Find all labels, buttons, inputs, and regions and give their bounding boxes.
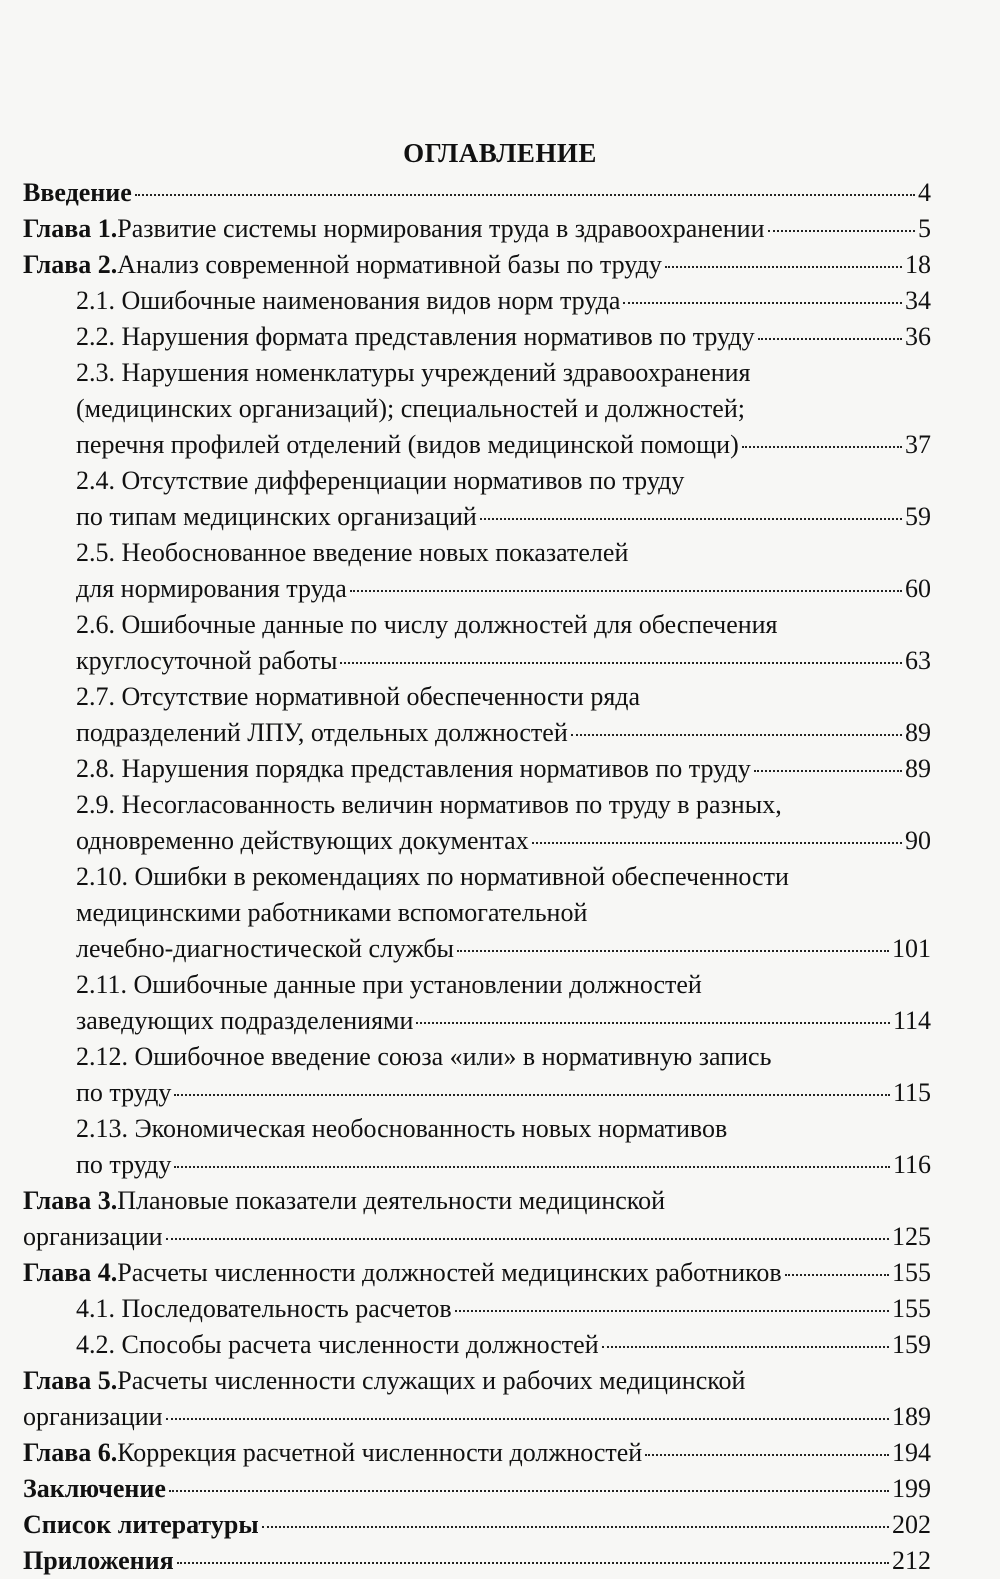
toc-entry-text: 2.7. Отсутствие нормативной обеспеченности ряда <box>76 682 641 711</box>
page-number: 37 <box>905 430 931 459</box>
toc-entry-text: 2.3. Нарушения номенклатуры учреждений здравоохранения <box>76 358 751 387</box>
page-number: 155 <box>892 1294 931 1323</box>
toc-entry <box>76 607 931 679</box>
leader-dots <box>174 1094 890 1096</box>
toc-entry-text: (медицинских организаций); специальностей и должностей; <box>76 394 745 423</box>
toc-entry-line <box>76 643 931 679</box>
toc-entry-text: заведующих подразделениями <box>76 1006 414 1035</box>
page-number: 194 <box>892 1438 931 1467</box>
toc-entry-prefix: Введение <box>23 178 132 207</box>
toc-entry-text: 2.10. Ошибки в рекомендациях по нормативной обеспеченности <box>76 862 789 891</box>
toc-entry-text: перечня профилей отделений (видов медицинской помощи) <box>76 430 739 459</box>
toc-entry-line <box>76 427 931 463</box>
leader-dots <box>480 518 902 520</box>
toc-entry <box>76 535 931 607</box>
toc-entry-line <box>76 1327 931 1363</box>
toc-entry <box>76 1291 931 1327</box>
toc-entry-text: Расчеты численности служащих и рабочих медицинской <box>117 1366 746 1395</box>
toc-entry-text: по типам медицинских организаций <box>76 502 477 531</box>
toc-entry-text: организации <box>23 1222 163 1251</box>
toc-entry-text: по труду <box>76 1078 172 1107</box>
toc-entry-line <box>76 967 931 1003</box>
page-number: 155 <box>892 1258 931 1287</box>
toc-entry-line <box>76 715 931 751</box>
toc-list <box>23 175 931 1579</box>
toc-entry-text: 2.4. Отсутствие дифференциации нормативов по труду <box>76 466 685 495</box>
toc-entry-line <box>76 463 931 499</box>
toc-entry-line <box>23 1183 931 1219</box>
leader-dots <box>623 302 902 304</box>
toc-entry-text: круглосуточной работы <box>76 646 338 675</box>
leader-dots <box>416 1022 890 1024</box>
toc-entry-text: организации <box>23 1402 163 1431</box>
leader-dots <box>768 230 916 232</box>
leader-dots <box>455 1310 889 1312</box>
page-number: 116 <box>892 1150 931 1179</box>
toc-entry-text: 2.1. Ошибочные наименования видов норм труда <box>76 286 621 315</box>
toc-entry-prefix: Глава 2. <box>23 250 118 279</box>
page-number: 159 <box>892 1330 931 1359</box>
toc-entry-text: 2.8. Нарушения порядка представления нормативов по труду <box>76 754 751 783</box>
toc-entry-line <box>23 1399 931 1435</box>
page-number: 125 <box>892 1222 931 1251</box>
page-number: 36 <box>905 322 931 351</box>
toc-entry-line <box>76 607 931 643</box>
toc-entry-prefix: Глава 6. <box>23 1438 118 1467</box>
toc-entry <box>23 247 931 283</box>
page-number: 60 <box>905 574 931 603</box>
toc-entry-line <box>76 571 931 607</box>
toc-entry-text: 2.12. Ошибочное введение союза «или» в нормативную запись <box>76 1042 772 1071</box>
toc-entry-text: по труду <box>76 1150 172 1179</box>
toc-entry-text: одновременно действующих документах <box>76 826 529 855</box>
page-title: ОГЛАВЛЕНИЕ <box>403 138 597 168</box>
page-number: 89 <box>905 718 931 747</box>
toc-entry-line <box>76 931 931 967</box>
leader-dots <box>754 770 902 772</box>
page-number: 114 <box>892 1006 931 1035</box>
toc-entry-line <box>76 535 931 571</box>
toc-entry <box>76 967 931 1039</box>
leader-dots <box>758 338 902 340</box>
toc-entry-line <box>76 1075 931 1111</box>
toc-entry-text: 2.2. Нарушения формата представления нормативов по труду <box>76 322 755 351</box>
toc-entry-line <box>76 859 931 895</box>
leader-dots <box>174 1166 890 1168</box>
page-number: 63 <box>905 646 931 675</box>
leader-dots <box>177 1562 889 1564</box>
page-number: 189 <box>892 1402 931 1431</box>
toc-entry <box>76 319 931 355</box>
toc-entry-prefix: Глава 1. <box>23 214 118 243</box>
toc-entry <box>23 1435 931 1471</box>
page-number: 18 <box>905 250 931 279</box>
toc-entry-prefix: Заключение <box>23 1474 166 1503</box>
toc-entry-text: 2.5. Необоснованное введение новых показателей <box>76 538 629 567</box>
leader-dots <box>340 662 902 664</box>
leader-dots <box>602 1346 889 1348</box>
page-number: 5 <box>918 214 931 243</box>
leader-dots <box>532 842 902 844</box>
toc-entry <box>76 679 931 751</box>
toc-entry <box>23 1507 931 1543</box>
toc-entry <box>76 859 931 967</box>
toc-entry-line <box>76 355 931 391</box>
toc-entry-line <box>76 895 931 931</box>
toc-entry-prefix: Глава 4. <box>23 1258 118 1287</box>
toc-entry-text: 2.13. Экономическая необоснованность новых нормативов <box>76 1114 728 1143</box>
leader-dots <box>785 1274 889 1276</box>
toc-entry-line <box>76 319 931 355</box>
toc-entry-text: подразделений ЛПУ, отдельных должностей <box>76 718 568 747</box>
toc-entry-line <box>23 247 931 283</box>
toc-entry-text: лечебно-диагностической службы <box>76 934 455 963</box>
toc-entry-line <box>76 823 931 859</box>
toc-entry-text: 4.2. Способы расчета численности должностей <box>76 1330 599 1359</box>
toc-entry-text: 2.6. Ошибочные данные по числу должностей для обеспечения <box>76 610 778 639</box>
toc-entry-line <box>76 1291 931 1327</box>
toc-entry <box>76 283 931 319</box>
toc-entry <box>76 1327 931 1363</box>
toc-entry <box>23 1363 931 1435</box>
toc-entry-text: для нормирования труда <box>76 574 347 603</box>
toc-entry-prefix: Глава 5. <box>23 1366 118 1395</box>
leader-dots <box>169 1490 889 1492</box>
leader-dots <box>166 1418 889 1420</box>
toc-entry <box>23 1543 931 1579</box>
toc-entry-line <box>23 1219 931 1255</box>
toc-entry <box>76 463 931 535</box>
toc-entry-text: медицинскими работниками вспомогательной <box>76 898 588 927</box>
page-number: 90 <box>905 826 931 855</box>
toc-entry <box>23 1183 931 1255</box>
toc-entry <box>76 355 931 463</box>
leader-dots <box>457 950 889 952</box>
page-number: 212 <box>892 1546 931 1575</box>
toc-entry-line <box>76 1111 931 1147</box>
toc-entry <box>76 1039 931 1111</box>
toc-entry-text: Коррекция расчетной численности должностей <box>117 1438 643 1467</box>
page-number: 34 <box>905 286 931 315</box>
page-number: 4 <box>918 178 931 207</box>
toc-entry-line <box>76 283 931 319</box>
toc-entry-prefix: Список литературы <box>23 1510 259 1539</box>
leader-dots <box>135 194 915 196</box>
toc-entry-line <box>23 1507 931 1543</box>
toc-entry-line <box>23 1435 931 1471</box>
leader-dots <box>262 1526 889 1528</box>
toc-entry-line <box>76 679 931 715</box>
toc-entry-line <box>76 391 931 427</box>
toc-entry-line <box>76 751 931 787</box>
toc-entry-line <box>23 1363 931 1399</box>
leader-dots <box>742 446 902 448</box>
page-number: 202 <box>892 1510 931 1539</box>
toc-entry-text: Развитие системы нормирования труда в здравоохранении <box>117 214 765 243</box>
page-number: 115 <box>892 1078 931 1107</box>
page-number: 199 <box>892 1474 931 1503</box>
toc-entry-line <box>76 1147 931 1183</box>
toc-entry-line <box>23 1471 931 1507</box>
leader-dots <box>350 590 902 592</box>
toc-entry-line <box>76 787 931 823</box>
toc-entry <box>76 787 931 859</box>
toc-entry <box>76 1111 931 1183</box>
toc-entry <box>23 175 931 211</box>
leader-dots <box>571 734 902 736</box>
toc-entry-line <box>76 499 931 535</box>
toc-entry-line <box>23 1543 931 1579</box>
toc-entry-prefix: Приложения <box>23 1546 174 1575</box>
toc-entry-text: Плановые показатели деятельности медицинской <box>117 1186 666 1215</box>
page-number: 59 <box>905 502 931 531</box>
leader-dots <box>665 266 902 268</box>
leader-dots <box>166 1238 889 1240</box>
toc-entry-text: 2.11. Ошибочные данные при установлении должностей <box>76 970 702 999</box>
page-number: 89 <box>905 754 931 783</box>
toc-entry-text: 2.9. Несогласованность величин нормативов по труду в разных, <box>76 790 782 819</box>
toc-entry-line <box>76 1039 931 1075</box>
toc-entry <box>76 751 931 787</box>
toc-entry-line <box>76 1003 931 1039</box>
toc-entry-prefix: Глава 3. <box>23 1186 118 1215</box>
toc-entry <box>23 211 931 247</box>
toc-entry-line <box>23 175 931 211</box>
toc-entry-text: Расчеты численности должностей медицинских работников <box>117 1258 782 1287</box>
toc-entry <box>23 1471 931 1507</box>
toc-entry-line <box>23 211 931 247</box>
toc-entry <box>23 1255 931 1291</box>
toc-entry-text: 4.1. Последовательность расчетов <box>76 1294 452 1323</box>
toc-entry-text: Анализ современной нормативной базы по труду <box>117 250 662 279</box>
page-number: 101 <box>892 934 931 963</box>
leader-dots <box>645 1454 889 1456</box>
toc-entry-line <box>23 1255 931 1291</box>
